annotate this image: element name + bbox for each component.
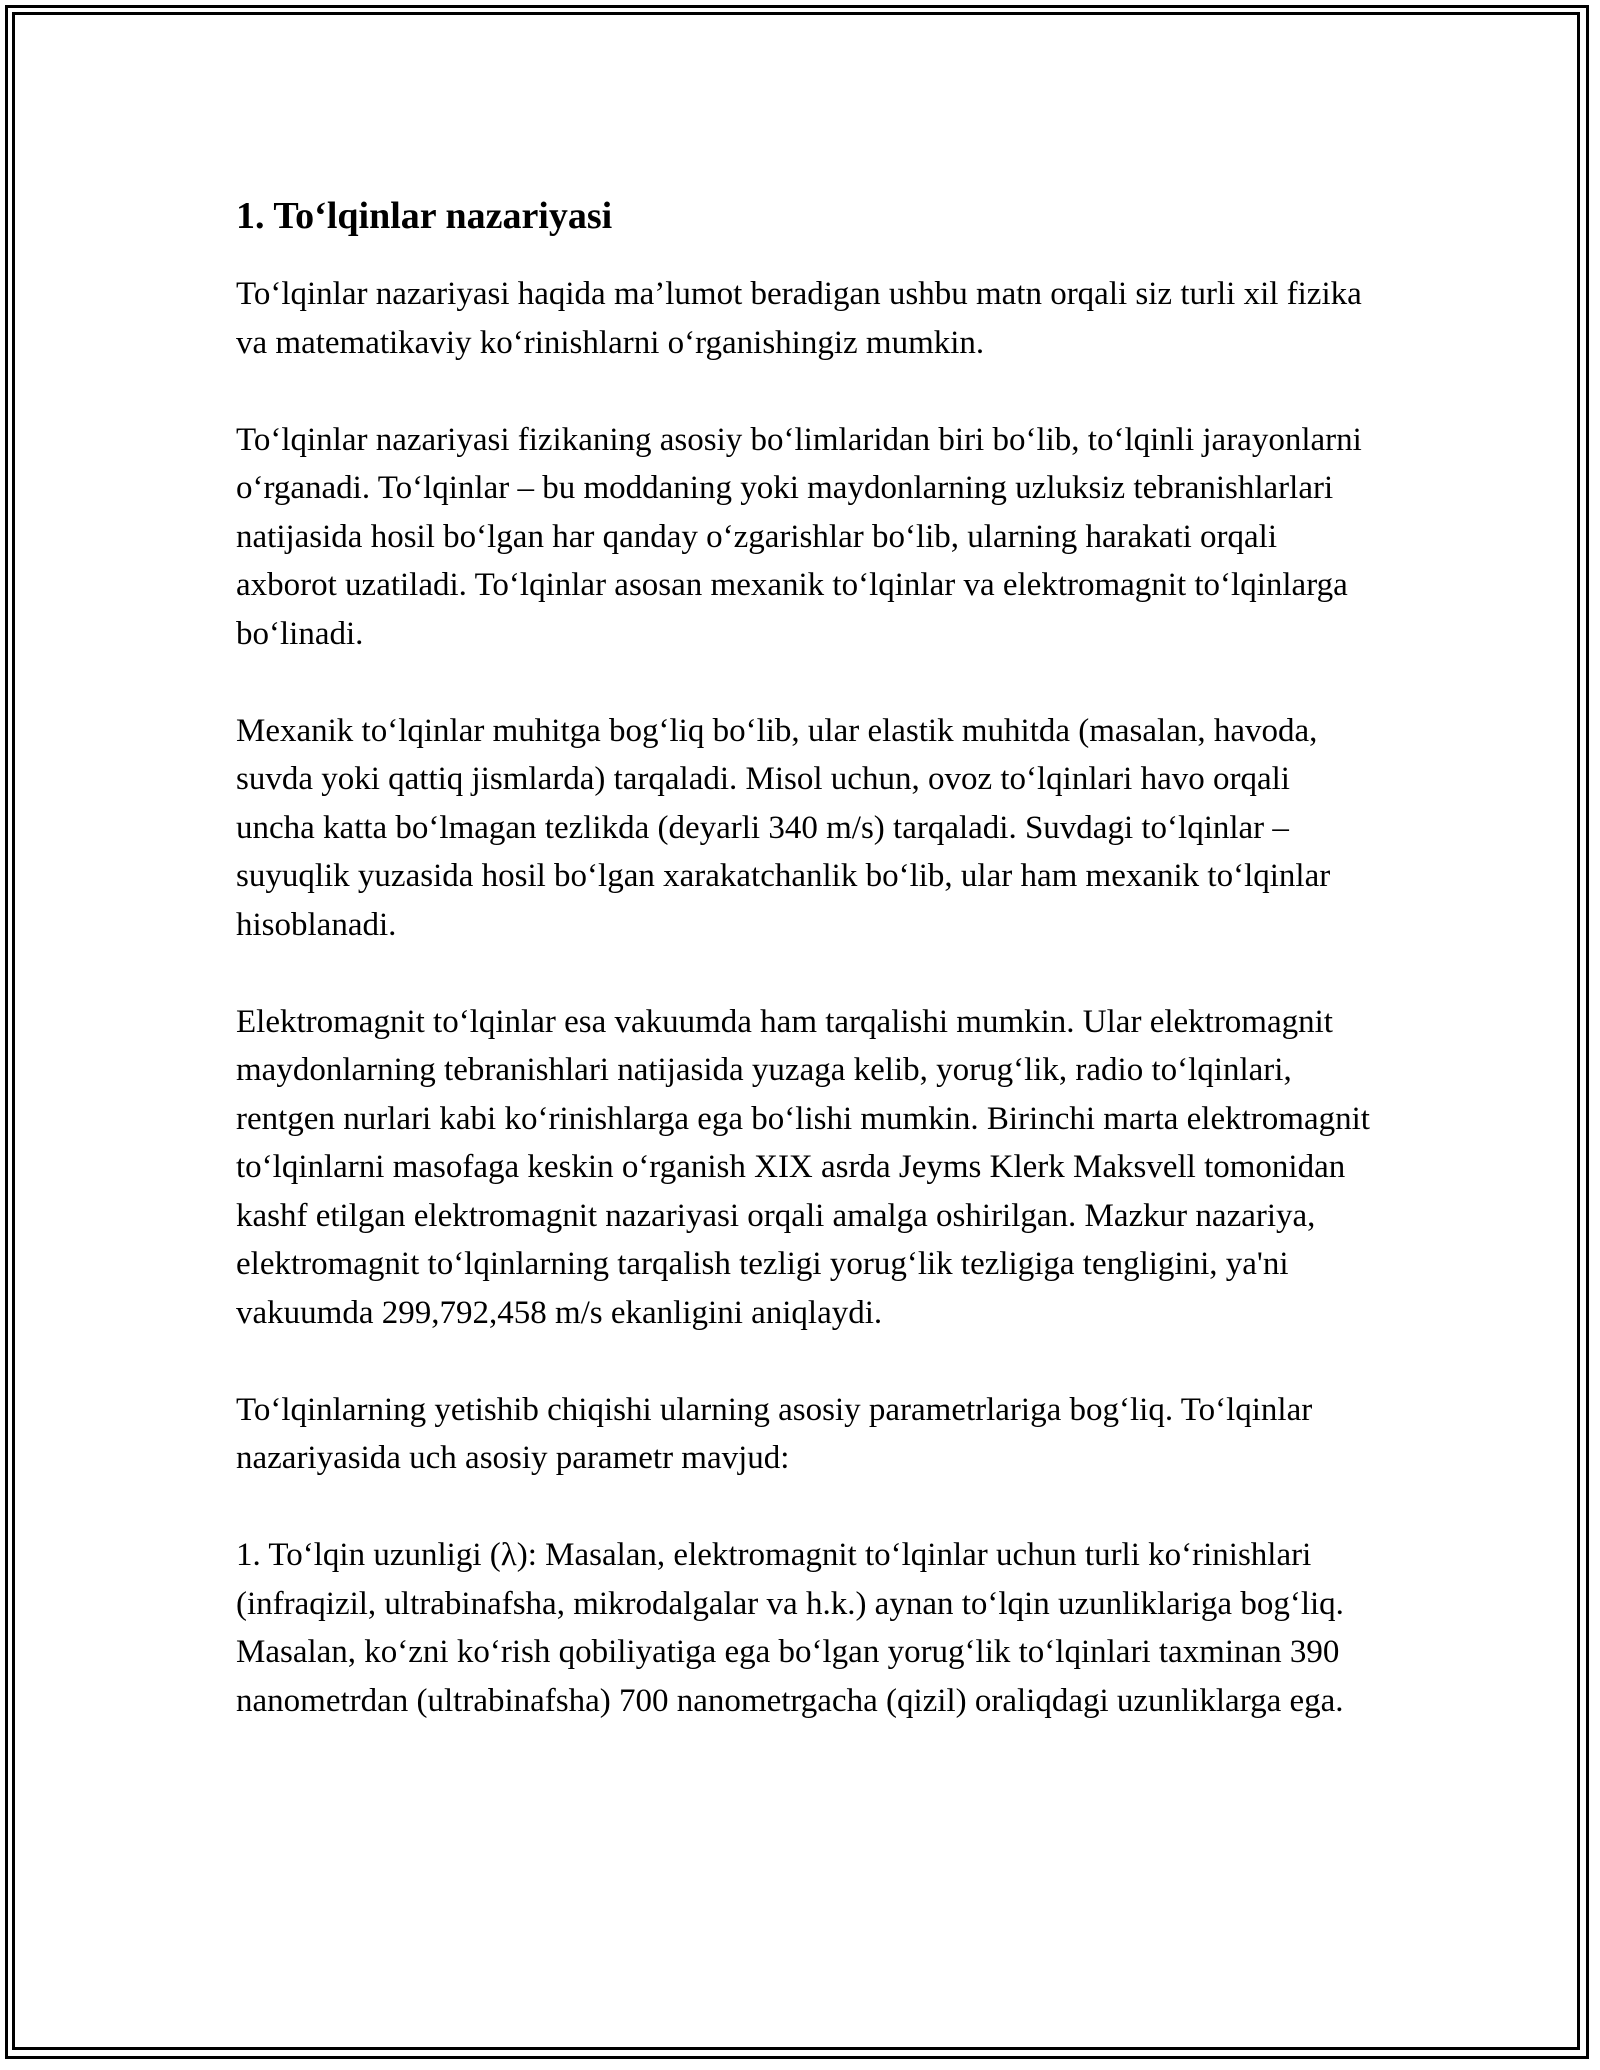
- paragraph-wave-theory: To‘lqinlar nazariyasi fizikaning asosiy bo‘limlaridan biri bo‘lib, to‘lqinli jarayonlarni o‘rganadi. To‘lqinlar – bu moddaning yoki maydonlarning uzluksiz tebranishlarlari natijasida hosil bo‘lgan har qanday o‘zgarishlar bo‘lib, ularning harakati orqali axborot uzatiladi. To‘lqinlar asosan mexanik to‘lqinlar va elektromagnit to‘lqinlarga bo‘linadi.: [236, 421, 1362, 652]
- paragraph-intro: To‘lqinlar nazariyasi haqida ma’lumot beradigan ushbu matn orqali siz turli xil fizika va matematikaviy ko‘rinishlarni o‘rganishingiz mumkin.: [236, 276, 1362, 361]
- paragraph-electromagnetic-waves: Elektromagnit to‘lqinlar esa vakuumda ham tarqalishi mumkin. Ular elektromagnit maydonlarning tebranishlari natijasida yuzaga kelib, yorug‘lik, radio to‘lqinlari, rentgen nurlari kabi ko‘rinishlarga ega bo‘lishi mumkin. Birinchi marta elektromagnit to‘lqinlarni masofaga keskin o‘rganish XIX asrda Jeyms Klerk Maksvell tomonidan kashf etilgan elektromagnit nazariyasi orqali amalga oshirilgan. Mazkur nazariya, elektromagnit to‘lqinlarning tarqalish tezligi yorug‘lik tezligiga tengligini, ya'ni vakuumda 299,792,458 m/s ekanligini aniqlaydi.: [236, 1003, 1370, 1331]
- paragraph-wavelength: 1. To‘lqin uzunligi (λ): Masalan, elektromagnit to‘lqinlar uchun turli ko‘rinishlari (infraqizil, ultrabinafsha, mikrodalgalar va h.k.) aynan to‘lqin uzunliklariga bog‘liq. Masalan, ko‘zni ko‘rish qobiliyatiga ega bo‘lgan yorug‘lik to‘lqinlari taxminan 390 nanometrdan (ultrabinafsha) 700 nanometrgacha (qizil) oraliqdagi uzunliklarga ega.: [236, 1537, 1344, 1719]
- document-body: [236, 192, 1376, 1725]
- paragraph-parameters: To‘lqinlarning yetishib chiqishi ularning asosiy parametrlariga bog‘liq. To‘lqinlar nazariyasida uch asosiy parametr mavjud:: [236, 1391, 1313, 1476]
- paragraph-mechanical-waves: Mexanik to‘lqinlar muhitga bog‘liq bo‘lib, ular elastik muhitda (masalan, havoda, suvda yoki qattiq jismlarda) tarqaladi. Misol uchun, ovoz to‘lqinlari havo orqali uncha katta bo‘lmagan tezlikda (deyarli 340 m/s) tarqaladi. Suvdagi to‘lqinlar – suyuqlik yuzasida hosil bo‘lgan xarakatchanlik bo‘lib, ular ham mexanik to‘lqinlar hisoblanadi.: [236, 712, 1331, 943]
- section-heading: 1. To‘lqinlar nazariyasi: [236, 195, 613, 237]
